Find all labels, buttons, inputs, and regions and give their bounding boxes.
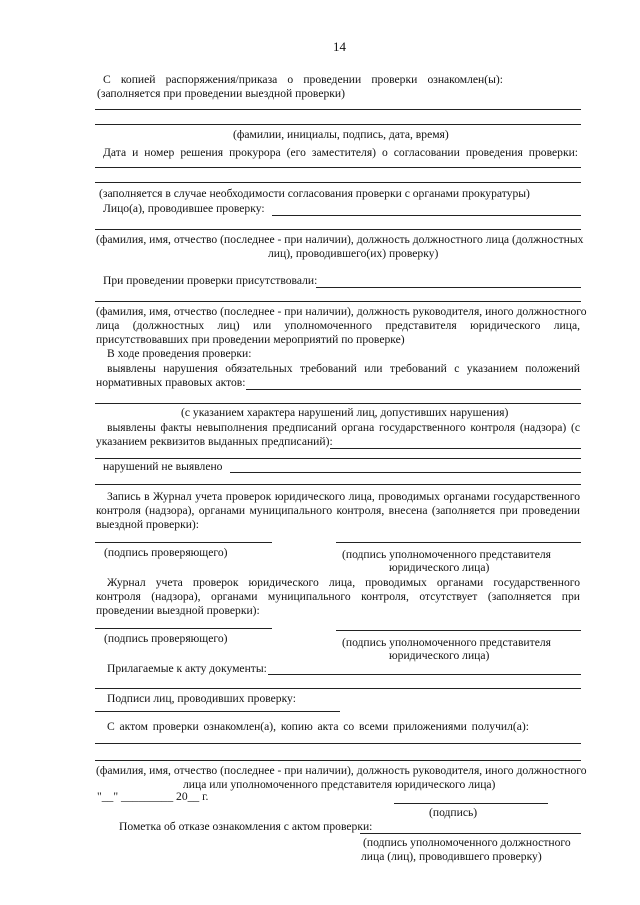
inspector-caption-1: (фамилия, имя, отчество (последнее - при наличии), должность должностного лица (должностных <box>96 233 584 246</box>
copy-order-note: (заполняется при проведении выездной проверки) <box>97 87 345 100</box>
names-signature-caption: (фамилии, инициалы, подпись, дата, время) <box>233 128 449 141</box>
blank-line[interactable] <box>95 484 581 485</box>
date-field[interactable]: "__" _________ 20__ г. <box>97 790 209 803</box>
prosecutor-note: (заполняется в случае необходимости согласования проверки с органами прокуратуры) <box>99 187 530 200</box>
official-signature-caption-1: (подпись уполномоченного должностного <box>363 836 571 849</box>
blank-line[interactable] <box>95 760 581 761</box>
page-number: 14 <box>333 39 346 54</box>
violations-text-2: нормативных правовых актов: <box>96 376 246 389</box>
inspector-caption-2: лиц), проводившего(их) проверку) <box>268 247 439 260</box>
violations-text-1: выявлены нарушения обязательных требований или требований с указанием положений <box>107 362 580 375</box>
present-label: При проведении проверки присутствовали: <box>103 274 318 287</box>
attachments-label: Прилагаемые к акту документы: <box>107 662 267 675</box>
orders-text-1: выявлены факты невыполнения предписаний органа государственного контроля (надзора) (с <box>107 421 580 434</box>
journal-absent-text-3: проведении выездной проверки): <box>96 604 260 617</box>
refusal-label: Пометка об отказе ознакомления с актом проверки: <box>119 820 373 833</box>
official-signature-caption-2: лица (лиц), проводившего проверку) <box>361 850 542 863</box>
signature-caption: (подпись) <box>429 806 478 819</box>
violations-caption: (с указанием характера нарушений лиц, допустивших нарушения) <box>181 406 509 419</box>
journal-record-text-1: Запись в Журнал учета проверок юридического лица, проводимых органами государственного <box>107 490 580 503</box>
inspector-signatures-label: Подписи лиц, проводивших проверку: <box>107 692 296 705</box>
representative-signature-caption-1: (подпись уполномоченного представителя <box>342 636 551 649</box>
inspector-signature-line[interactable] <box>95 628 272 629</box>
inspector-signature-caption: (подпись проверяющего) <box>104 546 228 559</box>
orders-field[interactable] <box>330 448 581 449</box>
representative-signature-caption-2: юридического лица) <box>389 561 490 574</box>
inspector-signature-line[interactable] <box>95 542 272 543</box>
present-caption-1: (фамилия, имя, отчество (последнее - при наличии), должность руководителя, иного должностного <box>96 305 587 318</box>
blank-line[interactable] <box>95 182 581 183</box>
representative-signature-caption-2: юридического лица) <box>389 649 490 662</box>
orders-text-2: указанием реквизитов выданных предписаний): <box>96 435 333 448</box>
inspector-label: Лицо(а), проводившее проверку: <box>103 202 265 215</box>
signature-line[interactable] <box>394 803 548 804</box>
blank-line[interactable] <box>95 301 581 302</box>
acknowledgement-text: С актом проверки ознакомлен(а), копию акта со всеми приложениями получил(а): <box>107 720 529 733</box>
no-violations-label: нарушений не выявлено <box>103 460 223 473</box>
violations-field[interactable] <box>246 389 581 390</box>
inspector-signature-caption: (подпись проверяющего) <box>104 632 228 645</box>
blank-line[interactable] <box>95 124 581 125</box>
representative-signature-caption-1: (подпись уполномоченного представителя <box>342 548 551 561</box>
signature-line[interactable] <box>95 711 340 712</box>
blank-line[interactable] <box>95 743 581 744</box>
present-field[interactable] <box>316 287 581 288</box>
blank-line[interactable] <box>95 688 581 689</box>
inspector-field[interactable] <box>272 215 581 216</box>
journal-absent-text-2: контроля (надзора), органами муниципального контроля, отсутствует (заполняется при <box>96 590 580 603</box>
acknowledgement-caption-1: (фамилия, имя, отчество (последнее - при наличии), должность руководителя, иного должностного <box>96 764 587 777</box>
blank-line[interactable] <box>95 403 581 404</box>
representative-signature-line[interactable] <box>336 542 581 543</box>
representative-signature-line[interactable] <box>336 630 581 631</box>
journal-absent-text-1: Журнал учета проверок юридического лица, проводимых органами государственного <box>107 576 580 589</box>
journal-record-text-2: контроля (надзора), органами муниципального контроля, внесена (заполняется при проведении <box>96 504 580 517</box>
no-violations-field[interactable] <box>230 472 581 473</box>
present-caption-2: лица (должностных лиц) или уполномоченного представителя юридического лица, <box>96 319 580 332</box>
blank-line[interactable] <box>95 229 581 230</box>
during-inspection-label: В ходе проведения проверки: <box>107 347 252 360</box>
refusal-field[interactable] <box>360 833 581 834</box>
copy-order-text: С копией распоряжения/приказа о проведении проверки ознакомлен(ы): <box>103 73 503 86</box>
acknowledgement-caption-2: лица или уполномоченного представителя юридического лица) <box>183 778 496 791</box>
prosecutor-decision-text: Дата и номер решения прокурора (его заместителя) о согласовании проведения проверки: <box>103 146 578 159</box>
present-caption-3: присутствовавших при проведении мероприятий по проверке) <box>96 333 405 346</box>
blank-line[interactable] <box>95 458 581 459</box>
journal-record-text-3: выездной проверки): <box>96 518 199 531</box>
blank-line[interactable] <box>95 167 581 168</box>
blank-line[interactable] <box>95 109 581 110</box>
attachments-field[interactable] <box>268 674 581 675</box>
